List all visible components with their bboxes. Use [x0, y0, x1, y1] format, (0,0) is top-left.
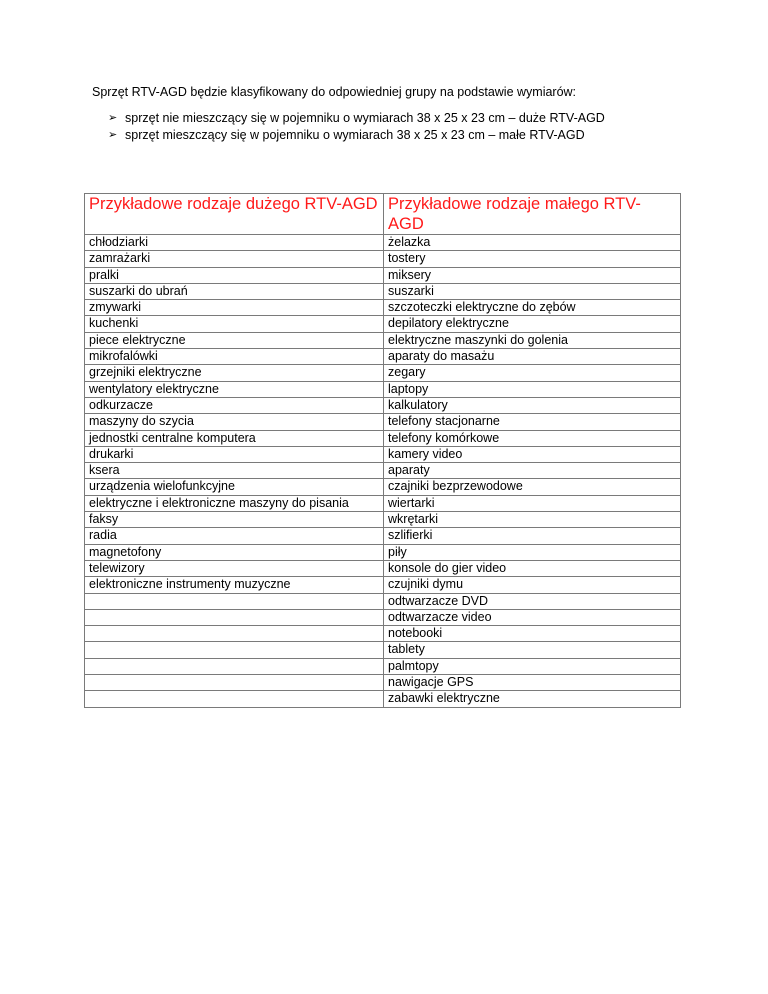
large-item-cell: radia [85, 528, 384, 544]
dimension-criteria-list [108, 110, 605, 144]
table-body [85, 235, 681, 708]
large-item-cell: kuchenki [85, 316, 384, 332]
small-item-cell: aparaty do masażu [384, 349, 681, 365]
table-row [85, 560, 681, 576]
criterion-large [108, 110, 605, 127]
large-item-cell: elektryczne i elektroniczne maszyny do pisania [85, 495, 384, 511]
table-row [85, 609, 681, 625]
small-item-cell: palmtopy [384, 658, 681, 674]
table-row [85, 495, 681, 511]
table-header-row [85, 194, 681, 235]
small-item-cell: zegary [384, 365, 681, 381]
criterion-small-text: sprzęt mieszczący się w pojemniku o wymiarach 38 x 25 x 23 cm – małe RTV-AGD [125, 128, 585, 142]
table-row [85, 463, 681, 479]
large-item-cell: jednostki centralne komputera [85, 430, 384, 446]
criterion-large-text: sprzęt nie mieszczący się w pojemniku o wymiarach 38 x 25 x 23 cm – duże RTV-AGD [125, 111, 605, 125]
large-item-cell [85, 642, 384, 658]
large-item-cell: suszarki do ubrań [85, 283, 384, 299]
table-row [85, 430, 681, 446]
small-item-cell: notebooki [384, 626, 681, 642]
table-row [85, 300, 681, 316]
small-item-cell: szlifierki [384, 528, 681, 544]
small-item-cell: laptopy [384, 381, 681, 397]
table-row [85, 626, 681, 642]
table-row [85, 642, 681, 658]
table-row [85, 332, 681, 348]
table-row [85, 675, 681, 691]
large-item-cell: piece elektryczne [85, 332, 384, 348]
large-item-cell: drukarki [85, 446, 384, 462]
small-item-cell: wiertarki [384, 495, 681, 511]
large-item-cell: wentylatory elektryczne [85, 381, 384, 397]
small-item-cell: kalkulatory [384, 397, 681, 413]
small-item-cell: tablety [384, 642, 681, 658]
table-row [85, 267, 681, 283]
large-item-cell: urządzenia wielofunkcyjne [85, 479, 384, 495]
small-item-cell: elektryczne maszynki do golenia [384, 332, 681, 348]
table-row [85, 349, 681, 365]
arrow-bullet-icon: ➢ [108, 129, 118, 141]
small-item-cell: konsole do gier video [384, 560, 681, 576]
large-item-cell: telewizory [85, 560, 384, 576]
small-item-cell: żelazka [384, 235, 681, 251]
table-row [85, 283, 681, 299]
table-row [85, 691, 681, 707]
table-row [85, 479, 681, 495]
large-item-cell: odkurzacze [85, 397, 384, 413]
small-item-cell: aparaty [384, 463, 681, 479]
small-item-cell: miksery [384, 267, 681, 283]
large-item-cell: elektroniczne instrumenty muzyczne [85, 577, 384, 593]
table-row [85, 512, 681, 528]
small-item-cell: tostery [384, 251, 681, 267]
table-row [85, 658, 681, 674]
small-item-cell: suszarki [384, 283, 681, 299]
table-row [85, 381, 681, 397]
table-row [85, 593, 681, 609]
criterion-small [108, 127, 605, 144]
small-item-cell: kamery video [384, 446, 681, 462]
large-item-cell [85, 675, 384, 691]
large-item-cell [85, 593, 384, 609]
small-item-cell: telefony stacjonarne [384, 414, 681, 430]
large-item-cell: zmywarki [85, 300, 384, 316]
large-item-cell [85, 626, 384, 642]
large-item-cell: chłodziarki [85, 235, 384, 251]
small-item-cell: czujniki dymu [384, 577, 681, 593]
table-row [85, 528, 681, 544]
table-row [85, 577, 681, 593]
table-row [85, 235, 681, 251]
table-row [85, 365, 681, 381]
table-row [85, 316, 681, 332]
small-rtv-heading: Przykładowe rodzaje małego RTV-AGD [384, 194, 681, 235]
large-item-cell [85, 658, 384, 674]
small-item-cell: piły [384, 544, 681, 560]
small-item-cell: czajniki bezprzewodowe [384, 479, 681, 495]
small-item-cell: odtwarzacze DVD [384, 593, 681, 609]
large-item-cell: magnetofony [85, 544, 384, 560]
table-row [85, 446, 681, 462]
small-item-cell: nawigacje GPS [384, 675, 681, 691]
small-item-cell: odtwarzacze video [384, 609, 681, 625]
table-row [85, 544, 681, 560]
table-row [85, 251, 681, 267]
large-item-cell: grzejniki elektryczne [85, 365, 384, 381]
large-rtv-heading: Przykładowe rodzaje dużego RTV-AGD [85, 194, 384, 235]
small-item-cell: depilatory elektryczne [384, 316, 681, 332]
rtv-agd-table [84, 193, 681, 708]
arrow-bullet-icon: ➢ [108, 112, 118, 124]
small-item-cell: wkrętarki [384, 512, 681, 528]
large-item-cell: ksera [85, 463, 384, 479]
small-item-cell: szczoteczki elektryczne do zębów [384, 300, 681, 316]
large-item-cell: pralki [85, 267, 384, 283]
table-row [85, 414, 681, 430]
large-item-cell: zamrażarki [85, 251, 384, 267]
small-item-cell: zabawki elektryczne [384, 691, 681, 707]
large-item-cell [85, 609, 384, 625]
small-item-cell: telefony komórkowe [384, 430, 681, 446]
large-item-cell [85, 691, 384, 707]
intro-text: Sprzęt RTV-AGD będzie klasyfikowany do odpowiedniej grupy na podstawie wymiarów: [92, 85, 577, 99]
large-item-cell: mikrofalówki [85, 349, 384, 365]
large-item-cell: faksy [85, 512, 384, 528]
large-item-cell: maszyny do szycia [85, 414, 384, 430]
table-row [85, 397, 681, 413]
